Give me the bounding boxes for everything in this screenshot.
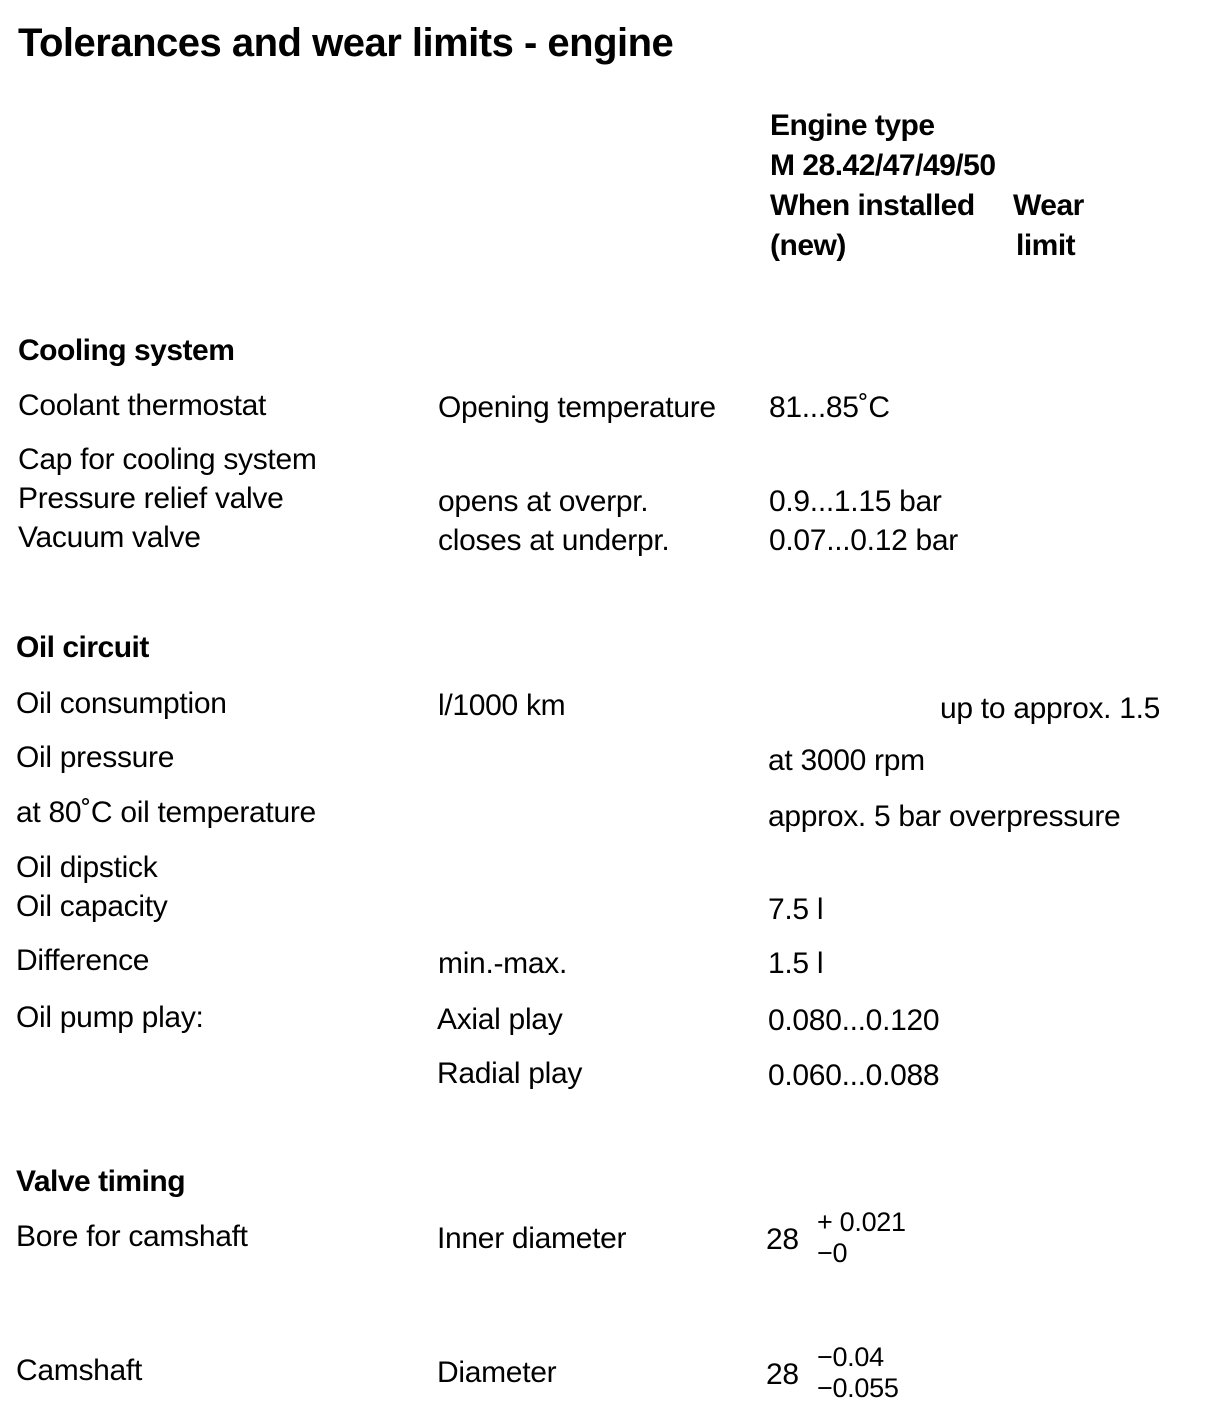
axial-play-param: Axial play	[437, 1003, 563, 1036]
oil-temperature-label: at 80˚C oil temperature	[16, 796, 316, 829]
pressure-relief-value: 0.9...1.15 bar	[769, 485, 942, 518]
vacuum-valve-label: Vacuum valve	[18, 521, 201, 554]
new-header: (new)	[770, 229, 846, 262]
radial-play-value: 0.060...0.088	[768, 1059, 940, 1092]
engine-type-label: Engine type	[770, 109, 935, 142]
oil-pressure-value: at 3000 rpm	[768, 744, 925, 777]
oil-capacity-value: 7.5 l	[768, 893, 824, 926]
opening-temperature-value: 81...85˚C	[769, 391, 890, 424]
wear-header: Wear	[1013, 189, 1084, 222]
oil-pressure-label: Oil pressure	[16, 741, 175, 774]
vacuum-valve-value: 0.07...0.12 bar	[769, 524, 958, 557]
opening-temperature-param: Opening temperature	[438, 391, 716, 424]
axial-play-value: 0.080...0.120	[768, 1004, 940, 1037]
inner-diameter-param: Inner diameter	[437, 1222, 627, 1255]
vacuum-valve-param: closes at underpr.	[438, 524, 670, 557]
coolant-thermostat-label: Coolant thermostat	[18, 389, 267, 422]
when-installed-header: When installed	[770, 189, 975, 222]
valve-timing-heading: Valve timing	[16, 1165, 186, 1198]
oil-consumption-value: up to approx. 1.5	[940, 692, 1161, 725]
bore-camshaft-label: Bore for camshaft	[16, 1220, 248, 1253]
oil-dipstick-label: Oil dipstick	[16, 851, 158, 884]
bore-base-value: 28	[766, 1223, 799, 1256]
camshaft-base-value: 28	[766, 1358, 799, 1391]
difference-value: 1.5 l	[768, 947, 824, 980]
camshaft-label: Camshaft	[16, 1354, 142, 1387]
engine-type-value: M 28.42/47/49/50	[770, 149, 996, 182]
camshaft-diameter-param: Diameter	[437, 1356, 557, 1389]
cooling-system-heading: Cooling system	[18, 334, 235, 367]
difference-param: min.-max.	[438, 947, 567, 980]
bore-upper-tolerance: + 0.021	[817, 1207, 906, 1237]
bore-lower-tolerance: −0	[817, 1238, 848, 1268]
camshaft-upper-tolerance: −0.04	[817, 1342, 884, 1372]
pressure-relief-param: opens at overpr.	[438, 485, 649, 518]
difference-label: Difference	[16, 944, 150, 977]
camshaft-lower-tolerance: −0.055	[817, 1373, 899, 1403]
cap-cooling-system-label: Cap for cooling system	[18, 443, 317, 476]
radial-play-param: Radial play	[437, 1057, 583, 1090]
oil-capacity-label: Oil capacity	[16, 890, 168, 923]
limit-header: limit	[1016, 229, 1076, 262]
oil-consumption-param: l/1000 km	[438, 689, 566, 722]
oil-pump-play-label: Oil pump play:	[16, 1001, 204, 1034]
oil-consumption-label: Oil consumption	[16, 687, 227, 720]
page-title: Tolerances and wear limits - engine	[18, 21, 674, 65]
oil-circuit-heading: Oil circuit	[16, 631, 149, 664]
oil-temperature-value: approx. 5 bar overpressure	[768, 800, 1121, 833]
pressure-relief-valve-label: Pressure relief valve	[18, 482, 284, 515]
